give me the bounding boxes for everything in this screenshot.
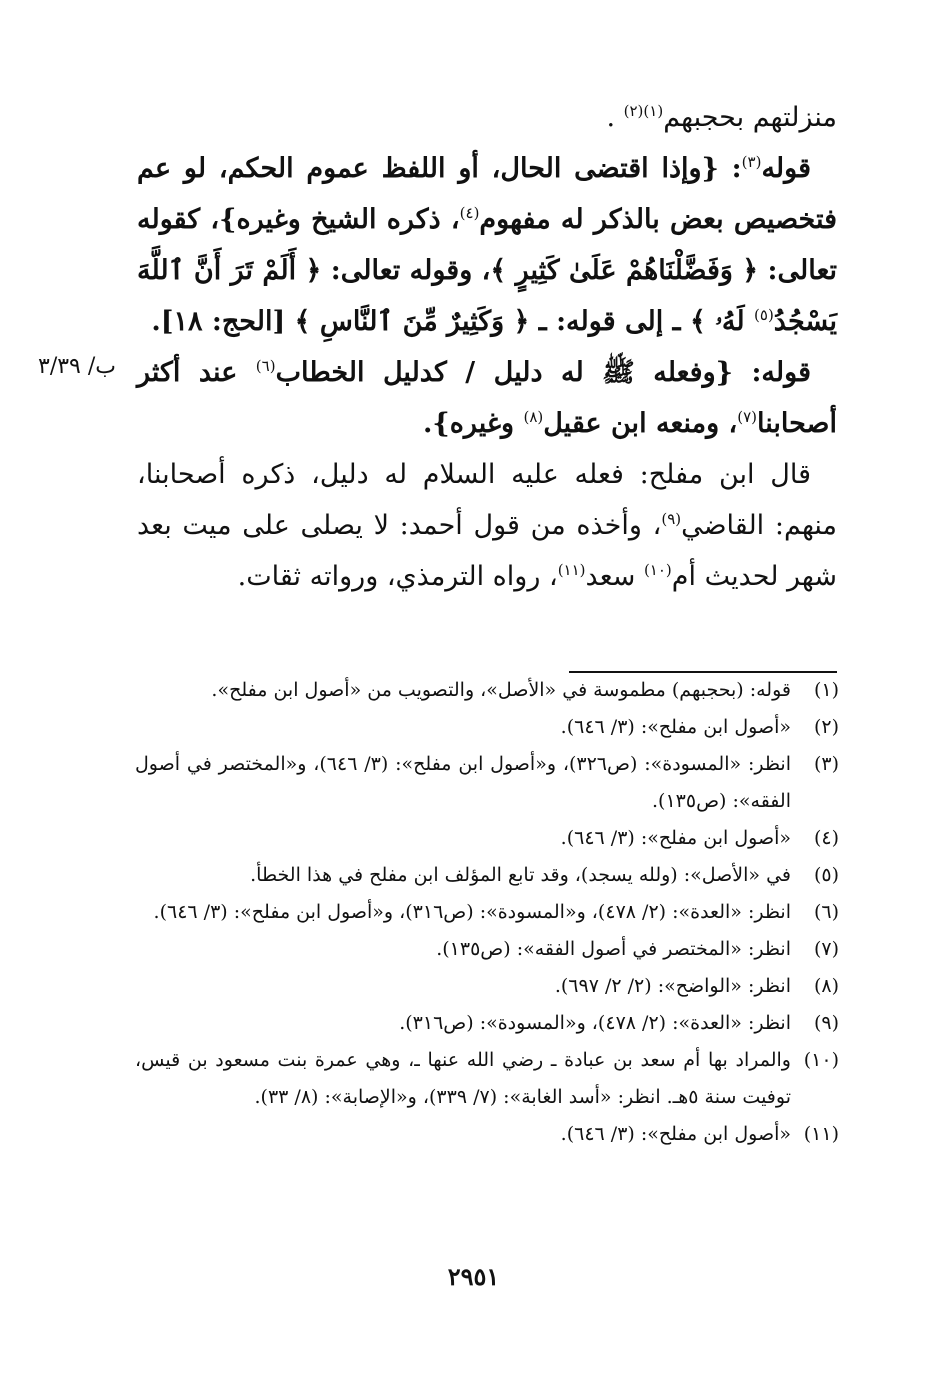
footnote-ref: (٨) — [523, 408, 544, 426]
footnotes — [135, 672, 839, 1153]
footnote-number: (١) — [813, 679, 839, 701]
footnote-text: «أصول ابن مفلح»: (٣/ ٦٤٦). — [560, 716, 791, 738]
footnote-text: انظر: «العدة»: (٢/ ٤٧٨)، و«المسودة»: (ص٣١٦)، و«أصول ابن مفلح»: (٣/ ٦٤٦). — [153, 901, 791, 923]
footnote-ref: (٧) — [737, 408, 758, 426]
footnote-text: في «الأصل»: (ولله يسجد)، وقد تابع المؤلف ابن مفلح في هذا الخطأ. — [250, 864, 791, 886]
text-run: لَهُۥ ﴾ ـ إلى قوله: ـ ﴿ وَكَثِيرٌ مِّنَ ٱلنَّاسِ ﴾ [الحج: ١٨]. — [151, 306, 755, 337]
paragraph-1 — [137, 92, 837, 143]
footnote-item — [135, 931, 839, 968]
text-run: ، وأخذه من قول أحمد: لا يصلى على ميت بعد شهر لحديث أم — [137, 510, 837, 592]
footnote-number: (٢) — [813, 716, 839, 738]
text-run: سعد — [585, 561, 644, 592]
text-run: منزلتهم بحجبهم — [663, 102, 837, 133]
footnote-ref: (٣) — [741, 153, 762, 171]
text-run: : {وإذا اقتضى الحال، أو اللفظ عموم الحكم، لو عم فتخصيص بعض بالذكر له مفهوم — [137, 153, 837, 235]
footnote-number: (٦) — [813, 901, 839, 923]
footnote-number: (٤) — [813, 827, 839, 849]
footnote-text: انظر: «المسودة»: (ص٣٢٦)، و«أصول ابن مفلح»: (٣/ ٦٤٦)، و«المختصر في أصول الفقه»: (ص١٣٥). — [135, 753, 791, 812]
footnote-item — [135, 1116, 839, 1153]
text-run: وغيره}. — [422, 408, 524, 439]
footnote-text: «أصول ابن مفلح»: (٣/ ٦٤٦). — [560, 1123, 791, 1145]
footnote-item — [135, 894, 839, 931]
footnote-number: (١١) — [803, 1123, 839, 1145]
footnote-number: (٨) — [813, 975, 839, 997]
text-run: . — [606, 102, 624, 133]
footnote-item — [135, 1042, 839, 1116]
text-run: ، ومنعه ابن عقيل — [543, 408, 738, 439]
text-run: قال ابن مفلح: فعله عليه السلام له دليل، ذكره أصحابنا، منهم: القاضي — [137, 459, 837, 541]
footnote-ref: (٦) — [255, 357, 276, 375]
footnote-item — [135, 857, 839, 894]
footnote-ref: (٤) — [459, 204, 480, 222]
footnote-text: «أصول ابن مفلح»: (٣/ ٦٤٦). — [560, 827, 791, 849]
paragraph-3 — [137, 347, 837, 449]
footnote-text: انظر: «المختصر في أصول الفقه»: (ص١٣٥). — [436, 938, 791, 960]
footnote-number: (٩) — [813, 1012, 839, 1034]
footnote-number: (١٠) — [803, 1049, 839, 1071]
footnote-text: والمراد بها أم سعد بن عبادة ـ رضي الله عنها ـ، وهي عمرة بنت مسعود بن قيس، توفيت سنة ٥هـ. انظر: «أسد الغابة»: (٧/ ٣٣٩)، و«الإصابة»: (٨/ ٣٣). — [135, 1049, 791, 1108]
footnote-number: (٣) — [813, 753, 839, 775]
footnote-text: قوله: (بحجبهم) مطموسة في «الأصل»، والتصويب من «أصول ابن مفلح». — [211, 679, 791, 701]
footnote-item — [135, 1005, 839, 1042]
text-run: قوله: {وفعله ﷺ له دليل / كدليل الخطاب — [275, 357, 811, 388]
footnote-number: (٧) — [813, 938, 839, 960]
paragraph-4 — [137, 449, 837, 602]
main-text — [137, 92, 837, 602]
manuscript-folio-note: ب/ ٣/٣٩ — [38, 354, 116, 379]
footnote-ref: (٩) — [661, 510, 682, 528]
footnote-item — [135, 709, 839, 746]
text-run: قوله — [761, 153, 811, 184]
footnote-text: انظر: «الواضح»: (٢/ ٢/ ٦٩٧). — [554, 975, 791, 997]
footnote-ref: (٥) — [754, 306, 774, 324]
footnote-item — [135, 820, 839, 857]
footnote-number: (٥) — [813, 864, 839, 886]
footnote-ref: (١٠) — [643, 561, 672, 579]
text-run: عند أكثر أصحابنا — [137, 357, 837, 439]
footnote-text: انظر: «العدة»: (٢/ ٤٧٨)، و«المسودة»: (ص٣١٦). — [399, 1012, 791, 1034]
text-run: ، ذكره الشيخ وغيره}، كقوله تعالى: ﴿ وَفَضَّلْنَاهُمْ عَلَىٰ كَثِيرٍ ﴾، وقوله تعالى: ﴿ أَلَمْ تَرَ أَنَّ ٱللَّهَ يَسْجُدُ — [137, 204, 837, 337]
footnote-item — [135, 968, 839, 1005]
text-run: ، رواه الترمذي، ورواته ثقات. — [237, 561, 558, 592]
footnote-item — [135, 672, 839, 709]
footnote-ref: (١١) — [557, 561, 586, 579]
footnote-ref: (١)(٢) — [623, 102, 664, 120]
paragraph-2 — [137, 143, 837, 347]
footnote-item — [135, 746, 839, 820]
page-number: ٢٩٥١ — [447, 1262, 500, 1291]
